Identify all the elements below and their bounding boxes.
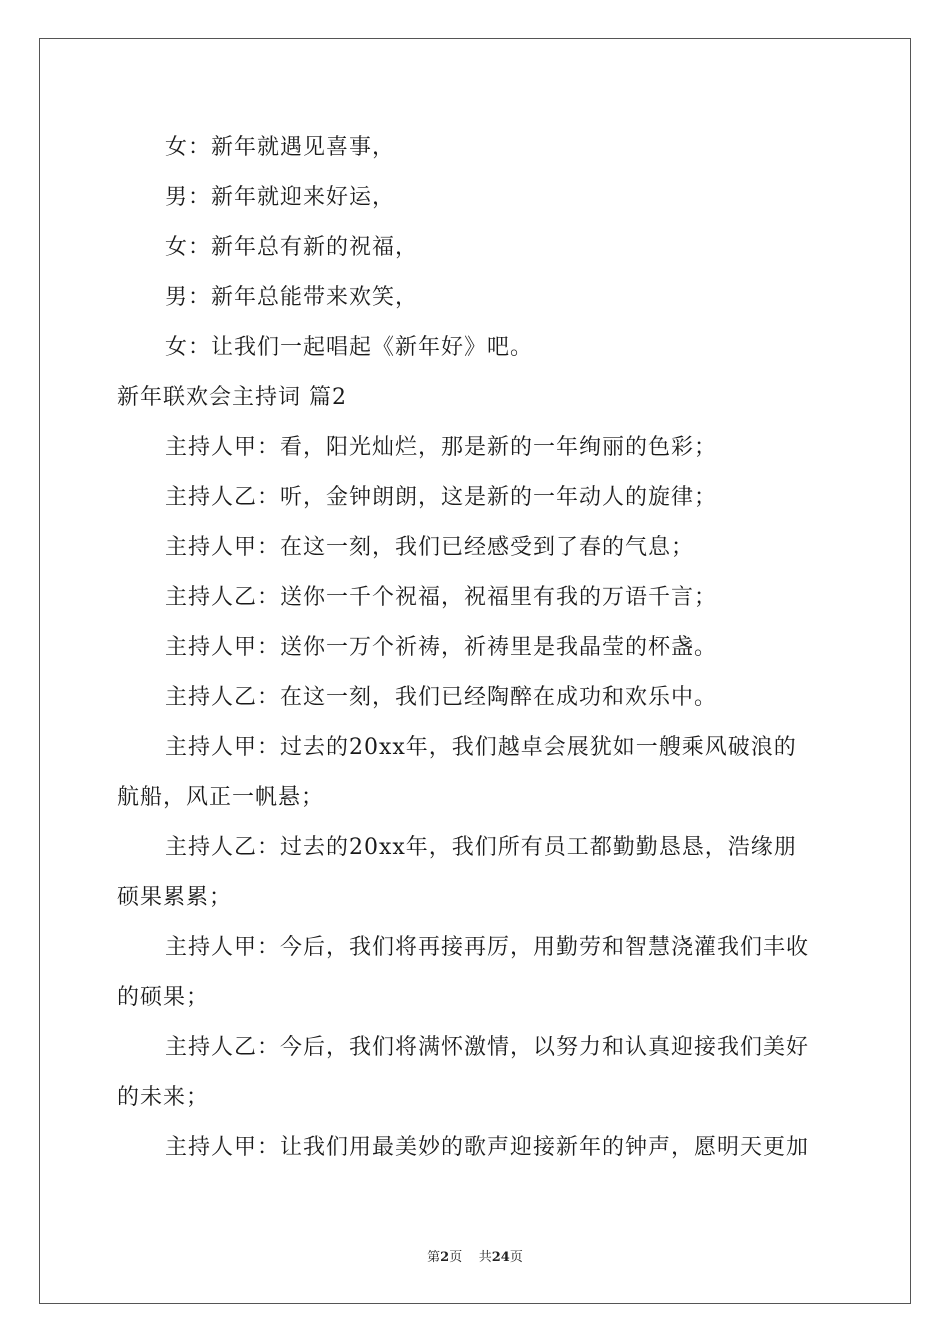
paragraph-first-line: 主持人甲：过去的20xx年，我们越卓会展犹如一艘乘风破浪的 bbox=[165, 735, 797, 760]
total-suffix: 页 bbox=[509, 1250, 523, 1265]
paragraph-first-line: 主持人甲：今后，我们将再接再厉，用勤劳和智慧浇灌我们丰收 bbox=[165, 935, 810, 960]
dialogue-line: 男：新年就迎来好运， bbox=[165, 185, 396, 210]
dialogue-line: 女：让我们一起唱起《新年好》吧。 bbox=[165, 335, 534, 360]
section-title: 新年联欢会主持词 篇2 bbox=[117, 385, 347, 410]
host-line: 主持人乙：在这一刻，我们已经陶醉在成功和欢乐中。 bbox=[165, 685, 718, 710]
page-border bbox=[39, 38, 911, 1304]
page-footer bbox=[0, 1246, 950, 1265]
total-prefix: 共 bbox=[478, 1250, 492, 1265]
dialogue-line: 男：新年总能带来欢笑， bbox=[165, 285, 419, 310]
paragraph-continuation: 的未来； bbox=[117, 1085, 210, 1110]
host-line: 主持人甲：送你一万个祈祷，祈祷里是我晶莹的杯盏。 bbox=[165, 635, 718, 660]
paragraph-first-line: 主持人乙：今后，我们将满怀激情，以努力和认真迎接我们美好 bbox=[165, 1035, 810, 1060]
page-prefix: 第 bbox=[427, 1250, 441, 1265]
dialogue-line: 女：新年总有新的祝福， bbox=[165, 235, 419, 260]
page-number: 2 bbox=[440, 1250, 450, 1265]
paragraph-continuation: 硕果累累； bbox=[117, 885, 233, 910]
paragraph-continuation: 航船，风正一帆悬； bbox=[117, 785, 325, 810]
host-line: 主持人乙：听，金钟朗朗，这是新的一年动人的旋律； bbox=[165, 485, 718, 510]
total-pages: 24 bbox=[491, 1250, 510, 1265]
paragraph-first-line: 主持人甲：让我们用最美妙的歌声迎接新年的钟声，愿明天更加 bbox=[165, 1135, 810, 1160]
paragraph-first-line: 主持人乙：过去的20xx年，我们所有员工都勤勤恳恳，浩缘朋 bbox=[165, 835, 797, 860]
host-line: 主持人甲：看，阳光灿烂，那是新的一年绚丽的色彩； bbox=[165, 435, 718, 460]
host-line: 主持人甲：在这一刻，我们已经感受到了春的气息； bbox=[165, 535, 695, 560]
page-suffix: 页 bbox=[449, 1250, 463, 1265]
host-line: 主持人乙：送你一千个祝福，祝福里有我的万语千言； bbox=[165, 585, 718, 610]
paragraph-continuation: 的硕果； bbox=[117, 985, 210, 1010]
dialogue-line: 女：新年就遇见喜事， bbox=[165, 135, 396, 160]
